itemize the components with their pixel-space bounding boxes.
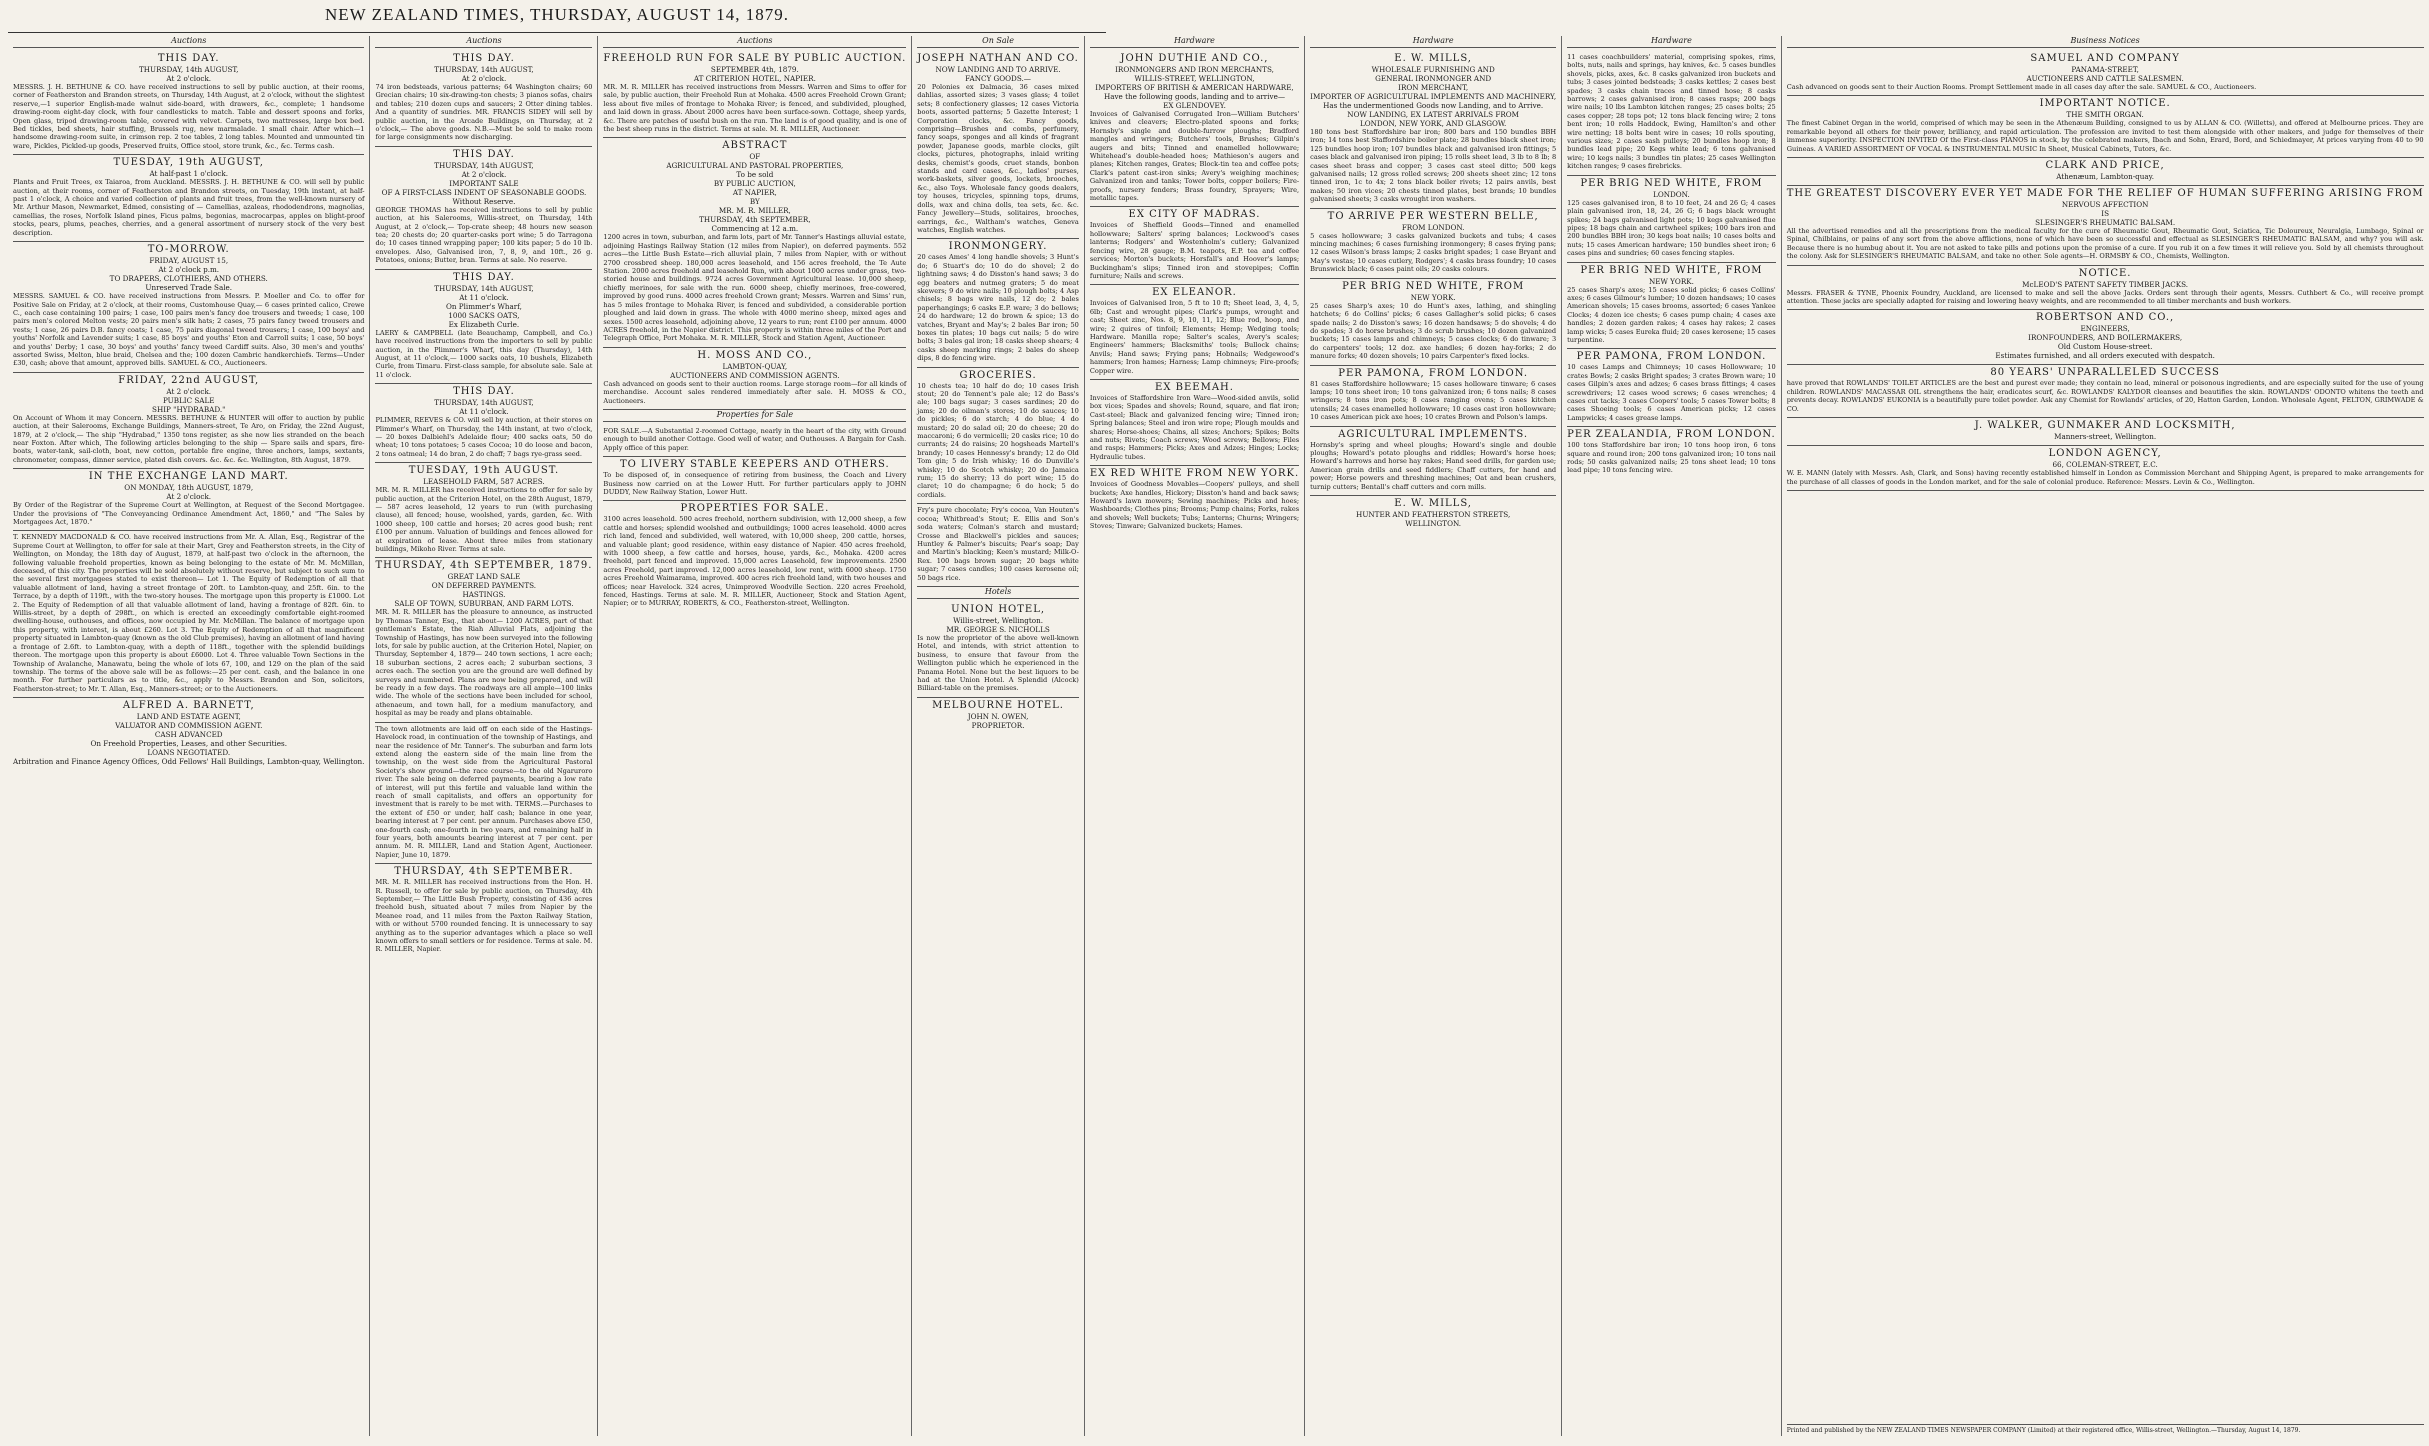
ad-body: Cash advanced on goods sent to their auction rooms. Large storage room—for all kinds of merchandise. Account sales rendered immediately after sale. H. MOSS & CO., Auctioneers.: [603, 379, 907, 405]
ad-heading: PER BRIG NED WHITE, FROM: [1580, 177, 1763, 189]
columns: [8, 36, 2424, 1436]
ad-subline: At 2 o'clock.: [166, 386, 212, 396]
advertisement: [1090, 285, 1299, 380]
ad-heading: THURSDAY, 4th SEPTEMBER.: [394, 866, 574, 878]
advertisement: [603, 425, 906, 457]
advertisement: [1567, 51, 1776, 176]
ad-body: Hornsby's spring and wheel ploughs; Howard's single and double ploughs; Howard's potato ploughs and riddles; Howard's horse hoes; Howard's harrows and horse hay rakes; Hand seed drills, for garden use; American grain drills and seed fiddlers; Chaff cutters, for hand and power; Horse powers and threshing machines; Oat and bean crushers, turnip cutters; Bentall's chaff cutters and corn mills.: [1310, 440, 1557, 491]
advertisement: [1567, 176, 1776, 263]
ad-subline: AT CRITERION HOTEL, NAPIER.: [693, 74, 816, 83]
ad-subline: THURSDAY, 14th AUGUST,: [434, 160, 534, 170]
ad-subline: At 2 o'clock.: [461, 169, 507, 179]
ad-subline: PUBLIC SALE: [162, 395, 215, 405]
ad-heading: E. W. MILLS,: [1394, 498, 1472, 509]
advertisement: [13, 469, 364, 531]
ad-subline: Willis-street, Wellington.: [953, 615, 1043, 625]
advertisement: [603, 501, 906, 611]
ad-heading: EX RED WHITE FROM NEW YORK.: [1089, 468, 1300, 480]
ad-body: 125 cases galvanised iron, 8 to 10 feet, 24 and 26 G; 4 cases plain galvanised iron, 18, 24, 26 G; 6 bags black wrought spikes; 24 bags galvanised light pots; 10 kegs galvanised flue pipes; 18 bags chain and cartwheel spikes; 100 bars iron and 200 bundles BBH iron; 30 kegs boat nails; 10 cases bolts and nuts; 15 cases American hardware; 150 bundles sheet iron; 6 cases pins and sundries; 60 cases fencing staples.: [1567, 198, 1776, 258]
ad-heading: EX BEEMAH.: [1155, 381, 1234, 393]
ad-body: On Account of Whom it may Concern. MESSRS. BETHUNE & HUNTER will offer to auction by public auction, at their Salerooms, Exchange Buildings, Manners-street, Te Aro, on Friday, the 22nd August, 1879, at 2 o'clock,— The ship "Hydrabad," 1350 tons register, as she now lies stranded on the beach near Foxton. After which, The following articles belonging to the ship — Spare sails and spars, fire-boats, water-tank, sail-cloth, boat, new cotton, portable fire engine, three anchors, lamps, sextants, chronometer, compass, dinner service, plated dish covers. &c. &c. &c. Wellington, 8th August, 1879.: [13, 413, 365, 464]
ad-body: Fry's pure chocolate; Fry's cocoa, Van Houten's cocoa; Whitbread's Stout; E. Ellis and Son's soda waters; Colman's starch and mustard; Crosse and Blackwell's pickles and sauces; Huntley & Palmer's biscuits; Pear's soap; Day and Martin's blacking; Keen's mustard; Milk-O-Rex. 100 bags brown sugar; 20 bags white sugar; 7 cases candles; 100 cases kerosene oil; 50 bags rice.: [917, 506, 1079, 582]
column-7: [1562, 36, 1782, 1436]
advertisement: [917, 51, 1079, 239]
ad-body: MR. M. R. MILLER has the pleasure to announce, as instructed by Thomas Tanner, Esq., that about— 1200 ACRES, part of that gentleman's Estate, the Riah Alluvial Flats, adjoining the Township of Hastings, has now been surveyed into the following lots, for sale by public auction, at the Criterion Hotel, Napier, on Thursday, September 4, 1879— 240 town sections, 1 acre each; 18 suburban sections, 2 acres each; 2 suburban sections, 3 acres each. The section you are the ground are well defined by surveys and numbered. Plans are now being prepared, and will be ready in a few days. The roadways are all ample—100 links wide. The whole of the sections have been included for school, athenaeum, and town hall, for a medium manufactory, and hospital as may be ready and plans obtainable.: [375, 608, 593, 718]
advertisement: [1567, 349, 1776, 427]
ad-body: 81 cases Staffordshire hollowware; 15 cases holloware tinware; 6 cases lamps; 10 tons sheet iron; 10 tons galvanized iron; 6 tons nails; 8 cases wringers; 8 tons iron pots; 8 cases ranging ovens; 5 cases kitchen utensils; 24 cases enamelled hollowware; 10 cases cast iron hollowware; 10 cases American pick axe hoes; 10 crates Brown and Polson's lamps.: [1310, 379, 1557, 422]
section-heading: Properties for Sale: [603, 410, 906, 422]
ad-subline: Commencing at 12 a.m.: [711, 224, 799, 234]
ad-subline: NEW YORK.: [1410, 292, 1456, 302]
ad-subline: ON MONDAY, 18th AUGUST, 1879,: [124, 483, 254, 493]
ad-heading: H. MOSS AND CO.,: [697, 349, 813, 361]
ad-subline: Have the following goods, landing and to arrive—: [1103, 92, 1286, 101]
ad-heading: THIS DAY.: [453, 148, 515, 160]
ad-heading: 80 YEARS' UNPARALLELED SUCCESS: [1990, 367, 2220, 379]
ad-heading: AGRICULTURAL IMPLEMENTS.: [1338, 428, 1529, 440]
ad-heading: TUESDAY, 19th AUGUST,: [113, 157, 264, 169]
ad-subline: To be sold: [736, 170, 774, 180]
ad-subline: SHIP "HYDRABAD.": [152, 404, 226, 414]
ad-heading: THIS DAY.: [453, 386, 515, 398]
advertisement: [13, 155, 364, 242]
column-heading: Business Notices: [1787, 36, 2424, 48]
advertisement: [917, 602, 1079, 698]
ad-subline: Has the undermentioned Goods now Landing, and to Arrive.: [1323, 101, 1544, 110]
ad-body: 10 cases Lamps and Chimneys; 10 cases Hollowware; 10 crates Bowls; 2 casks Bright spades; 3 crates Brown ware; 10 cases Gilpin's axes and adzes; 6 cases brass fittings; 4 cases screwdrivers; 12 cases wood screws; 6 cases wrenches; 4 cases cut tacks; 3 cases Coopers' tools; 5 cases Tower bolts; 8 cases Shoeing tools; 6 cases American picks; 12 cases Lampwicks; 4 cases grease lamps.: [1567, 363, 1776, 422]
column-1: [8, 36, 370, 1436]
ad-subline: IMPORTANT SALE: [449, 178, 519, 188]
ad-heading: THIS DAY.: [453, 53, 515, 64]
advertisement: [1090, 380, 1299, 466]
ad-subline: HASTINGS.: [462, 590, 506, 600]
ad-subline: LAND AND ESTATE AGENT,: [136, 712, 241, 722]
column-heading: Auctions: [603, 36, 906, 48]
ad-heading: PER ZEALANDIA, FROM LONDON.: [1567, 429, 1776, 441]
ad-body: MR. M. R. MILLER has received instructions to offer for sale by public auction, at the Criterion Hotel, on the 28th August, 1879,— 587 acres leasehold, 12 years to run (with purchasing clause), all fenced; house, woolshed, yards, garden, &c. With 1000 sheep, 100 cattle and horses; 20 acres good bush; rent £100 per annum. Valuation of buildings and fences allowed for at expiration of lease. About three miles from stationary buildings, Mikoho River. Terms at sale.: [375, 486, 593, 553]
advertisement: [603, 348, 906, 410]
ad-subline: Athenæum, Lambton-quay.: [2056, 172, 2155, 182]
ad-heading: EX CITY OF MADRAS.: [1128, 209, 1261, 221]
ad-body: LAERY & CAMPBELL (late Beauchamp, Campbell, and Co.) have received instructions from the importers to sell by public auction, in the Plimmer's Wharf, this day (Thursday), 14th August, at 11 o'clock,— 1000 sacks oats, 10 bushels, Elizabeth Curle, from Timaru. First-class sample, for absolute sale. Sale at 11 o'clock.: [375, 328, 593, 379]
column-heading: Hardware: [1567, 36, 1776, 48]
advertisement: [13, 373, 364, 469]
advertisement: [1787, 266, 2424, 311]
ad-subline: Arbitration and Finance Agency Offices, Odd Fellows' Hall Buildings, Lambton-quay, Wellington.: [13, 757, 365, 767]
ad-body: W. E. MANN (lately with Messrs. Ash, Clark, and Sons) having recently established himself in London as Commission Merchant and Shipping Agent, is prepared to make arrangements for the purchase of all classes of goods in the London market, and for the sale of colonial produce. Reference: Messrs. Levin & Co., Wellington.: [1786, 469, 2424, 486]
ad-body: Invoices of Goodness Movables—Coopers' pulleys, and shell buckets; Axe handles, Hickory; Disston's hand and back saws; Howard's lawn mowers; Sewing machines; Picks and hoes; Washboards; Clothes pins; Brooms; Pump chains; Forks, rakes and shovels; Well buckets; Tubs; Lanterns; Churns; Wringers; Stoves; Tinware; Galvanized buckets; Hames.: [1089, 480, 1300, 531]
advertisement: [375, 463, 592, 558]
ad-body: FOR SALE.—A Substantial 2-roomed Cottage, nearly in the heart of the city, with Ground enough to build another Cottage. Good well of water, and Outhouses. A Bargain for Cash. Apply office of this paper.: [603, 426, 907, 452]
advertisement: [1090, 466, 1299, 534]
ad-subline: 66, COLEMAN-STREET, E.C.: [2052, 460, 2158, 470]
ad-heading: THURSDAY, 4th SEPTEMBER, 1879.: [375, 560, 593, 572]
advertisement: [603, 457, 906, 501]
ad-body: Invoices of Galvanised Iron, 5 ft to 10 ft; Sheet lead, 3, 4, 5, 6lb; Cast and wrought pipes; Clark's pumps, wrought and cast; Sheet zinc, Nos. 8, 9, 10, 11, 12; Blue rod, hoop, and wire; 2 quires of tinfoil; Elements; Hemp; Wedging tools; Hardware. Manilla rope; Salter's scales, Avery's scales; Engineers' hammers; Blacksmiths' tools; Bullock chains; Anvils; Hand saws; Frying pans; Hobnails; Wedgewood's hammers; Iron hames; Harness; Lamp chimneys; Fire-proofs; Copper wire.: [1089, 299, 1300, 375]
ad-body: All the advertised remedies and all the prescriptions from the medical faculty for the cure of Rheumatic Gout, Rheumatic Gout, Sciatica, Tic Doloureux, Neuralgia, Lumbago, Spinal or Spinal, Chilblains, or pains of any sort from the above afflictions, none of which have been so successful and effectual as SLESINGER'S RHEUMATIC BALSAM, and why? you will ask. Because there is no humbug about it. You are not asked to take pills and potions upon the promise of a cure. If you rub it on a few times it will relieve you. Sold by all chemists throughout the colony. Ask for SLESINGER'S RHEUMATIC BALSAM, and take no other. Sole agents—H. ORMSBY & CO., Chemists, Wellington.: [1786, 227, 2424, 261]
ad-subline: On Plimmer's Wharf,: [445, 301, 522, 311]
ad-subline: IRONMONGERS AND IRON MERCHANTS,: [1115, 65, 1274, 74]
ad-heading: GROCERIES.: [959, 369, 1037, 381]
ad-subline: At 2 o'clock.: [166, 74, 212, 83]
ad-subline: NEW YORK.: [1648, 276, 1694, 286]
ad-subline: IRON MERCHANT,: [1398, 83, 1469, 92]
ad-subline: SLESINGER'S RHEUMATIC BALSAM.: [2035, 218, 2176, 228]
ad-body: 180 tons best Staffordshire bar iron; 800 bars and 150 bundles BBH iron; 14 tons best Staffordshire boiler plate; 28 bundles black sheet iron; 125 bundles hoop iron; 107 bundles black and galvanised iron fittings; 5 cases black and galvanised iron piping; 15 rolls sheet lead, 3 lb to 8 lb; 8 cases sheet brass and copper; 3 cases cast steel ditto; 500 kegs galvanised nails; 12 gross rolled screws; 200 sheets sheet zinc; 12 tons tinned iron, 1c to 4x; 2 tons black boiler rivets; 12 pairs anvils, best makes; 50 iron vices; 20 chests tinned plates, best brands; 10 bundles galvanised sheets; 3 casks wrought iron washers.: [1310, 128, 1557, 204]
ad-subline: LONDON.: [1653, 189, 1690, 199]
ad-body: MESSRS. J. H. BETHUNE & CO. have received instructions to sell by public auction, at their rooms, corner of Featherston and Brandon streets, on Thursday, 14th August, at 2 o'clock, without the slightest reserve,—1 superior English-made walnut side-board, with drawers, &c., complete; 1 handsome drawing-room eight-day clock, with four candlesticks to match. Table and dessert spoons and forks, Open glass, tripod drawing-room table, covered with velvet. Carpets, two mattresses, large box bed. Bed tickles, bed sheets, hair stuffing, Brussels rug, new marmalade. 1 small chair. After which—1 handsome drawing-room suite, in crimson rep. 2 toe tables, 2 long tables. Mounted and unmounted tin ware, Pickles, Pickled-up goods, Preserved fruits, Office stool, store trunk, &c., &c. Terms cash.: [13, 83, 365, 150]
advertisement: [1787, 96, 2424, 158]
ad-heading: PER BRIG NED WHITE, FROM: [1580, 264, 1763, 276]
ad-subline: EX GLENDOVEY.: [1163, 101, 1226, 110]
ad-subline: LOANS NEGOTIATED.: [147, 748, 231, 758]
ad-body: PLIMMER, REEVES & CO. will sell by auction, at their stores on Plimmer's Wharf, on Thursday, the 14th instant, at two o'clock,— 20 boxes Dalbiehl's Adelaide flour; 400 sacks oats, 50 do wheat; 10 tons potatoes; 5 cases Cocoa; 10 do loose and bacon, 2 tons oatmeal; 14 do bran, 2 do chaff; 7 bags rye-grass seed.: [375, 416, 593, 458]
ad-heading: PER BRIG NED WHITE, FROM: [1342, 280, 1525, 292]
ad-body: 20 cases Ames' 4 long handle shovels; 3 Hunt's do; 6 Stuart's do; 10 do do shovel; 2 do lightning saws; 4 do Disston's hand saws; 3 do egg beaters and nutmeg graters; 5 do meat skewers; 9 do wire nails; 10 plough bolts; 4 Asp chisels; 8 bags wire nails, 12 do; 2 bales paperhangings; 6 casks E.P. ware; 3 do bellows; 24 do hardware; 12 do brown & spice; 13 do vatches, Bryant and May's; 2 bales Bar iron; 50 boxes tin plates; 10 bags cut nails; 5 do wire bolts; 3 bales gal iron; 18 casks sheep shears; 4 casks sheep marking rings; 2 bales do sheep dips, 8 do fencing wire.: [917, 253, 1079, 363]
column-heading: Auctions: [375, 36, 592, 48]
ad-heading: TUESDAY, 19th AUGUST.: [408, 465, 560, 477]
column-3: [598, 36, 912, 1436]
ad-body: 10 chests tea; 10 half do do; 10 cases Irish stout; 20 do Tennent's pale ale; 12 do Bass's ale; 100 bags sugar; 3 cases sardines; 20 do jams; 20 do oilman's stores; 10 do sauces; 10 do pickles; 6 do starch; 4 do blue; 4 do mustard; 20 do salad oil; 20 do cheese; 20 do maccaroni; 6 do vermicelli; 20 casks rice; 10 do currants; 24 do raisins; 20 hogsheads Martell's brandy; 10 cases Hennessy's brandy; 12 do Old Tom gin; 5 do Irish whisky; 16 do Dunville's whisky; 10 do Scotch whisky; 20 do Jamaica rum; 15 do sherry; 13 do port wine; 15 do claret; 10 do champagne; 6 do hock; 5 do cordials.: [917, 381, 1079, 499]
ad-subline: VALUATOR AND COMMISSION AGENT.: [115, 721, 263, 731]
ad-subline: At 2 o'clock p.m.: [158, 265, 220, 275]
ad-body: Is now the proprietor of the above well-known Hotel, and intends, with strict attention to business, to ensure that favour from the Wellington public which he experienced in the Panama Hotel. None but the best liquors to be had at the Union Hotel. A Splendid (Alcock) Billiard-table on the premises.: [917, 633, 1079, 693]
advertisement: [1310, 496, 1556, 532]
ad-heading: NOTICE.: [2078, 267, 2132, 279]
ad-body: 74 iron bedsteads, various patterns; 64 Washington chairs; 60 Grecian chairs; 10 six-drawing-ton chests; 3 pianos sofas, chairs and tables; 210 dozen cups and saucers; 2 Otter dining tables. And a quantity of sundries. MR. FRANCIS SIDEY will sell by public auction, in the Arcade Buildings, on Thursday, at 2 o'clock,— The above goods. N.B.—Must be sold to make room for large consignments now discharging.: [375, 83, 593, 142]
advertisement: [375, 864, 592, 958]
advertisement: [375, 51, 592, 147]
ad-subline: PANAMA-STREET,: [2071, 65, 2139, 74]
ad-subline: ON DEFERRED PAYMENTS.: [431, 581, 537, 591]
advertisement: [13, 51, 364, 155]
ad-subline: Ex Elizabeth Curle.: [448, 319, 520, 329]
ad-subline: Without Reserve.: [452, 196, 516, 206]
ad-body: 100 tons Staffordshire bar iron; 10 tons hoop iron, 6 tons square and round iron; 200 tons galvanized iron; 10 tons nail rods; 50 casks galvanized nails; 25 tons sheet lead; 10 tons lead pipe; 10 tons fencing wire.: [1567, 441, 1776, 475]
advertisement: [917, 698, 1079, 734]
ad-heading: EX ELEANOR.: [1152, 287, 1237, 299]
ad-subline: IMPORTERS OF BRITISH & AMERICAN HARDWARE,: [1095, 83, 1294, 92]
advertisement: [917, 368, 1079, 505]
ad-body: 5 cases hollowware; 3 casks galvanized buckets and tubs; 4 cases mincing machines; 6 cases furnishing ironmongery; 8 cases frying pans; 12 cases Wilson's brass lamps; 2 casks bright spades; 1 case Bryant and May's vestas; 10 cases cutlery, Rodgers'; 4 casks brass foundry; 10 cases Brunswick black; 6 cases paint oils; 20 casks colours.: [1310, 231, 1557, 274]
ad-subline: MR. M. R. MILLER,: [718, 206, 791, 216]
ad-subline: NOW LANDING AND TO ARRIVE.: [935, 65, 1061, 74]
advertisement: [1787, 418, 2424, 446]
ad-subline: TO DRAPERS, CLOTHIERS, AND OTHERS.: [109, 274, 268, 284]
ad-subline: At half-past 1 o'clock.: [149, 169, 228, 179]
ad-subline: Old Custom House-street.: [2057, 342, 2153, 352]
ad-body: have proved that ROWLANDS' TOILET ARTICLES are the best and purest ever made; they contain no lead, mineral or poisonous ingredients, and are especially suited for the use of young children. ROWLANDS' MACASSAR OIL strengthens the hair, eradicates scurf, &c. ROWLANDS' KALYDOR cleanses and beautifies the skin. ROWLANDS' ODONTO whitens the teeth and prevents decay. ROWLANDS' EUKONIA is a beautifully pure toilet powder. Ask any Chemist for Rowlands' articles, of 20, Hatton Garden, London. Wholesale Agent, FELTON, GRIMWADE & CO.: [1786, 379, 2424, 413]
ad-body: 25 cases Sharp's axes; 15 cases solid picks; 6 cases Collins' axes; 6 cases Gilmour's lumber; 10 dozen handsaws; 10 cases American shovels; 15 cases brooms, assorted; 6 cases Yankee Clocks; 4 dozen ice chests; 6 cases pump chain; 4 cases axe handles; 2 dozen garden rakes; 4 cases hay rakes; 2 cases lamp wicks; 5 cases Eureka fluid; 20 cases kerosene; 15 cases turpentine.: [1567, 285, 1776, 344]
ad-heading: JOHN DUTHIE AND CO.,: [1120, 53, 1269, 64]
top-rule: [8, 32, 1106, 33]
column-heading: Hardware: [1310, 36, 1556, 48]
ad-heading: ALFRED A. BARNETT,: [122, 700, 255, 712]
ad-heading: FRIDAY, 22nd AUGUST,: [118, 374, 260, 386]
ad-subline: ENGINEERS,: [2080, 324, 2130, 334]
ad-heading: IRONMONGERY.: [948, 241, 1048, 253]
ad-subline: AUCTIONEERS AND CATTLE SALESMEN.: [2026, 74, 2184, 83]
column-2: [370, 36, 598, 1436]
ad-subline: Unreserved Trade Sale.: [145, 283, 233, 293]
ad-heading: CLARK AND PRICE,: [2045, 160, 2165, 172]
advertisement: [1310, 427, 1556, 496]
section-heading: Hotels: [917, 587, 1079, 599]
advertisement: [1310, 279, 1556, 366]
advertisement: [375, 270, 592, 384]
column-5: [1085, 36, 1305, 1436]
ad-subline: At 11 o'clock.: [459, 292, 509, 302]
ad-subline: SEPTEMBER 4th, 1879.: [710, 65, 799, 74]
ad-subline: CASH ADVANCED: [154, 730, 223, 740]
ad-subline: GREAT LAND SALE: [447, 572, 521, 582]
ad-body: Messrs. FRASER & TYNE, Phoenix Foundry, Auckland, are licensed to make and sell the above Jacks. Orders sent through their agents, Messrs. Cuthbert & Co., will receive prompt attention. These jacks are specially adapted for raising and lowering heavy weights, and are recommended to all timber merchants and bush workers.: [1786, 288, 2424, 306]
ad-subline: LEASEHOLD FARM, 587 ACRES.: [423, 477, 545, 487]
ad-body: 1200 acres in town, suburban, and farm lots, part of Mr. Tanner's Hastings alluvial estate, adjoining Hastings Railway Station (12 miles from Napier), on deferred payments. 552 acres—the Little Bush Estate—rich alluvial plain, 7 miles from Napier, with or without 2700 crossbred sheep. 180,000 acres leasehold, and 156 acres freehold, the Te Aute Station. 2000 acres freehold and leasehold Run, with about 1000 acres under grass, two-storied house and buildings. 9724 acres Government Agricultural lease. 10,000 sheep, chiefly merinoes, for sale with the run. 6000 sheep, chiefly merinoes, free-cowered, improved by good runs. 4000 acres freehold Crown grant; Messrs. Warren and Sims' run, has 5 miles frontage to Mohaka River, is fenced and subdivided, a considerable portion ploughed and laid down in grass. The whole with 4000 merino sheep, mixed ages and sexes. 1500 acres leasehold, adjoining above, 12 years to run; rent £100 per annum. 4000 ACRES freehold, in the Napier district. This property is within three miles of the Port and Telegraph Office, Port Mohaka. M. R. MILLER, Stock and Station Agent, Auctioneer.: [603, 233, 907, 343]
masthead: NEW ZEALAND TIMES, THURSDAY, AUGUST 14, 1879.: [324, 5, 790, 24]
column-heading: Hardware: [1090, 36, 1299, 48]
column-heading: Auctions: [13, 36, 364, 48]
ad-subline: NERVOUS AFFECTION: [2061, 200, 2149, 210]
ad-subline: 1000 SACKS OATS,: [448, 310, 520, 320]
ad-body: GEORGE THOMAS has received instructions to sell by public auction, at his Salerooms, Willis-street, on Thursday, 14th August, at 2 o'clock,— Top-crate sheep; 48 hours new season tea; 20 chests do; 20 quarter-casks port wine; 5 do Tarragona do; 10 cases tinned wrapping paper; 100 kits paper; 5 do 10 lb. envelopes. Also, Galvanised iron, 7, 8, 9, and 10ft., 26 g. Potatoes, onions; Butter, bran. Terms at sale. No reserve.: [375, 205, 593, 265]
ad-subline: THE SMITH ORGAN.: [2066, 110, 2144, 120]
ad-subline: THURSDAY, 14th AUGUST,: [434, 283, 534, 293]
ad-subline: LONDON, NEW YORK, AND GLASGOW.: [1359, 119, 1507, 128]
ad-subline: At 2 o'clock.: [461, 74, 507, 83]
ad-body: The finest Cabinet Organ in the world, comprised of which may be seen in the Athenæum Building, consigned to us by ALLAN & CO. (Willetts), and offered at Melbourne prices. They are remarkable beyond all others for their power, brilliancy, and rapid articulation. The profession are invited to test them alongside with other makers, and judge for themselves of their immense superiority. INSPECTION INVITED Of the First-class PIANOS in stock, by the celebrated makers, Ibach and Sohn, Erard, Bord, and Schiedmayer, At prices varying from 40 to 90 Guineas. A VARIED ASSORTMENT OF VOCAL & INSTRUMENTAL MUSIC In Sheet, Musical Cabinets, Tutors, &c.: [1786, 119, 2424, 153]
ad-heading: UNION HOTEL,: [951, 603, 1046, 615]
ad-body: Invoices of Galvanised Corrugated Iron—William Butchers' knives and cleavers; Electro-plated spoons and forks; Hornsby's single and double-furrow ploughs; Bradford mangles and wringers; Butchers' tools, Brushes; Gilpin's augers and bits; Tinned and enamelled hollowware; Whitehead's double-headed hoes; Mathieson's augers and planes; Kitchen ranges, Grates; Block-tin tea and coffee pots; Clark's patent cast-iron sinks; Avery's weighing machines; Galvanized iron and tanks; Tower bolts, copper boilers; Fire-proofs, nursery fenders; Brass foundry, Sprayers; Wire, metallic tapes.: [1089, 110, 1300, 203]
ad-subline: LAMBTON-QUAY,: [722, 361, 788, 371]
ad-body: Invoices of Staffordshire Iron Ware—Wood-sided anvils, solid box vices; Spades and shovels; Round, square, and flat iron; Cast-steel; Black and galvanized fencing wire; Tinned iron; Spring balances; Steel and iron wire rope; Plough moulds and shares; Horse-shoes; Chains, all sizes; Anchors; Spikes; Bolts and nuts; Rivets; Coach screws; Wood screws; Bellows; Files and rasps; Hammers; Picks; Axes and Adzes; Hinges; Locks; Hydraulic tubes.: [1089, 393, 1300, 461]
ad-subline: MR. GEORGE S. NICHOLLS: [946, 624, 1050, 634]
ad-heading: TO ARRIVE PER WESTERN BELLE,: [1327, 210, 1539, 222]
ad-subline: AT NAPIER,: [732, 188, 777, 198]
advertisement: [603, 138, 906, 347]
ad-heading: THE GREATEST DISCOVERY EVER YET MADE FOR THE RELIEF OF HUMAN SUFFERING ARISING FROM: [1786, 188, 2424, 200]
ad-subline: AUCTIONEERS AND COMMISSION AGENTS.: [670, 370, 840, 380]
advertisement: [603, 51, 906, 138]
ad-subline: At 11 o'clock.: [459, 407, 509, 417]
ad-subline: IS: [2101, 209, 2110, 219]
ad-subline: FANCY GOODS.—: [965, 74, 1031, 83]
advertisement: [1787, 158, 2424, 186]
advertisement: [1310, 209, 1556, 279]
ad-subline: WILLIS-STREET, WELLINGTON,: [1134, 74, 1255, 83]
ad-subline: SALE OF TOWN, SUBURBAN, AND FARM LOTS.: [394, 599, 574, 609]
ad-subline: HUNTER AND FEATHERSTON STREETS,: [1356, 510, 1511, 519]
advertisement: [375, 723, 592, 865]
ad-heading: JOSEPH NATHAN AND CO.: [917, 53, 1079, 64]
ad-subline: PROPRIETOR.: [971, 720, 1025, 730]
ad-body: 3100 acres leasehold. 500 acres freehold, northern subdivision, with 12,000 sheep, a few cattle and horses; splendid woolshed and outbuildings; 1000 acres leasehold. 4000 acres rich land, fenced and subdivided, well watered, with 10,000 sheep, 200 cattle, horses, and valuable plant; good residence, within easy distance of Napier. 450 acres freehold, with 1000 sheep, a few cattle and horses, house, yards, &c., Mohaka. 4200 acres freehold, part fenced and improved. 15,000 acres Leasehold, few improvements. 2500 acres Freehold, part improved. 12,000 acres leasehold, low rent, with 6000 sheep. 1750 acres Freehold Waimarama, improved. 400 acres rich freehold land, with two houses and offices; near Havelock. 324 acres, Unimproved Woodville Section. 220 acres Freehold, fenced, Hastings. Terms at sale. M. R. MILLER, Auctioneer, Stock and Station Agent, Napier; or to MURRAY, ROBERTS, & CO., Featherston-street, Wellington.: [603, 515, 907, 608]
column-heading: On Sale: [917, 36, 1079, 48]
imprint-note: Printed and published by the NEW ZEALAND TIMES NEWSPAPER COMPANY (Limited) at their registered office, Willis-street, Wellington.—Thursday, August 14, 1879.: [1787, 1424, 2424, 1434]
ad-heading: PER PAMONA, FROM LONDON.: [1576, 351, 1767, 363]
advertisement: [1090, 51, 1299, 207]
ad-body: 25 cases Sharp's axes; 10 do Hunt's axes, lathing, and shingling hatchets; 6 do Collins' picks; 6 cases Gallagher's solid picks; 6 cases spade nails; 2 do Disston's saws; 16 dozen handsaws; 5 do shovels; 4 do do spades; 3 do horse brushes; 3 do scrub brushes; 10 dozen galvanized buckets; 15 cases lamps and chimneys; 5 cases clocks; 6 do tinware; 3 do carpenters' tools; 12 doz. axe handles; 6 dozen hay-forks; 2 do manure forks; 40 dozen shovels; 10 pairs Carpenter's fixed locks.: [1310, 301, 1557, 361]
ad-heading: TO-MORROW.: [147, 244, 230, 256]
ad-heading: IMPORTANT NOTICE.: [2039, 98, 2171, 110]
ad-subline: THURSDAY, 14th AUGUST,: [434, 65, 534, 74]
column-8: [1782, 36, 2429, 1436]
advertisement: [1090, 207, 1299, 285]
ad-subline: Estimates furnished, and all orders executed with despatch.: [1995, 351, 2215, 361]
ad-heading: LONDON AGENCY,: [2048, 448, 2162, 460]
ad-heading: E. W. MILLS,: [1394, 53, 1472, 64]
ad-heading: THIS DAY.: [157, 53, 220, 64]
ad-heading: ABSTRACT: [722, 140, 788, 152]
ad-body: MR. M. R. MILLER has received instructions from Messrs. Warren and Sims to offer for sale, by public auction, their Freehold Run at Mohaka. 4500 acres Freehold Crown Grant; less about five miles of frontage to Mohaka River; is fenced, and subdivided, ploughed, and laid down in grass. About 2000 acres have been surface-sown. Cottage, sheep yards, &c. There are patches of useful bush on the run. The land is of good quality, and is one of the best sheep runs in the district. Terms at sale. M. R. MILLER, Auctioneer.: [603, 83, 907, 134]
advertisement: [917, 239, 1079, 367]
ad-body: MR. M. R. MILLER has received instructions from the Hon. H. R. Russell, to offer for sale by public auction, on Thursday, 4th September,— The Little Bush Property, consisting of 436 acres freehold bush, situated about 7 miles from Napier by the Meanee road, and 11 miles from the Paxton Railway Station, with or without 5700 rounded fencing. It is unnecessary to say anything as to the superior advantages which a place so well known offers to small settlers or for residence. Terms at sale. M. R. MILLER, Napier.: [375, 878, 593, 954]
ad-heading: PROPERTIES FOR SALE.: [680, 503, 830, 515]
advertisement: [13, 531, 364, 698]
advertisement: [917, 504, 1079, 587]
advertisement: [1310, 366, 1556, 427]
ad-heading: FREEHOLD RUN FOR SALE BY PUBLIC AUCTION.: [603, 53, 907, 64]
ad-body: To be disposed of, in consequence of retiring from business, the Coach and Livery Business now carried on at the Lower Hutt. For further particulars apply to JOHN DUDDY, New Railway Station, Lower Hutt.: [603, 471, 907, 496]
ad-body: 11 cases coachbuilders' material, comprising spokes, rims, bolts, nuts, nails and springs, hay knives, &c. 5 cases bundles shovels, picks, axes, &c. 8 casks galvanized iron buckets and tubs; 3 cases jointed bedsteads; 3 casks kettles; 2 cases best spades; 3 casks chain traces and tinned hose; 8 casks barrows; 2 cases galvanised iron; 8 cases rasps; 200 bags wire nails; 10 lbs Lambton kitchen ranges; 25 cases bolts; 25 cases copper; 28 tops pot; 12 tons black fencing wire; 2 tons bent iron; 10 rolls Haddock, Ewing, Hamilton's and other wire netting; 18 bolts bent wire in cases; 10 rolls spouting, various sizes; 2 cases sash pulleys; 20 bundles hoop iron; 8 bundles lead pipe; 20 Kegs white lead; 6 tons galvanised wire; 10 kegs nails; 3 bundles tin plates; 25 cases Wellington kitchen ranges; 9 cases firebricks.: [1567, 53, 1776, 171]
ad-heading: PER PAMONA, FROM LONDON.: [1338, 367, 1528, 379]
ad-heading: ROBERTSON AND CO.,: [2036, 312, 2175, 324]
ad-subline: THURSDAY, 14th AUGUST,: [434, 398, 534, 408]
ad-subline: NOW LANDING, EX LATEST ARRIVALS FROM: [1347, 110, 1519, 119]
advertisement: [1787, 446, 2424, 491]
advertisement: [13, 242, 364, 373]
ad-subline: THURSDAY, 4th SEPTEMBER,: [699, 215, 811, 225]
ad-subline: BY: [749, 197, 760, 207]
ad-body: 20 Polonies ex Dalmacia, 36 cases mixed dahlias, assorted sizes; 3 vases glass; 4 toilet sets; 8 confectionery glasses; 12 cases Victoria boots, assorted patterns; 5 Gazette Interest; 1 Corporation clocks, &c. Fancy goods, comprising—Brushes and combs, perfumery, fancy soaps, sponges and all kinds of fragrant powder, Japanese goods, marble clocks, gilt clocks, pictures, photographs, inlaid writing desks, chemist's goods, cruet stands, bonbon stands and card cases, &c., ladies' purses, work-baskets, silver goods, lockets, brooches, &c., also Toys. Wholesale fancy goods dealers, toy houses, tricycles, spinning tops, drums, dolls, wax and china dolls, tea sets, &c. &c. Fancy Jewellery—Studs, solitaires, brooches, earrings, &c., Waltham's watches, Geneva watches, English watches.: [917, 83, 1079, 234]
ad-heading: SAMUEL AND COMPANY: [2030, 53, 2180, 64]
ad-heading: MELBOURNE HOTEL.: [932, 699, 1064, 711]
ad-body: The town allotments are laid off on each side of the Hastings-Havelock road, in continuation of the township of Hastings, and near the residence of Mr. Tanner's. The suburban and farm lots extend along the eastern side of the main line from the township, on the west side from the Agricultural Pastoral Society's show ground—the race course—to the old Ngaruroro river. The sale being on deferred payments, bearing a low rate of interest, will put this fertile and valuable land within the reach of small capitalists, and offers an opportunity for investment that is rarely to be met with. TERMS.—Purchases to the extent of £50 or under, half cash; balance in one year, bearing interest at 7 per cent. per annum. Purchases above £50, one-fourth cash; one-fourth in two years, and remaining half in four years, both amounts bearing interest at 7 per cent. per annum. M. R. MILLER, Land and Station Agent, Auctioneer. Napier, June 10, 1879.: [375, 724, 593, 859]
advertisement: [375, 384, 592, 463]
ad-subline: IMPORTER OF AGRICULTURAL IMPLEMENTS AND MACHINERY,: [1310, 92, 1557, 101]
ad-body: T. KENNEDY MACDONALD & CO. have received instructions from Mr. A. Allan, Esq., Registrar of the Supreme Court at Wellington, to offer for sale at their Mart, Grey and Featherston streets, in the City of Wellington, on Monday, the 18th day of August, 1879, at half-past two o'clock in the afternoon, the following valuable freehold properties, known as being belonging to the estate of Mr. M. McMillan, deceased, of this city. The properties will be sold absolutely without reserve, but subject to such sum to the several first mortgagees stated to exist thereon— Lot 1. The Equity of Redemption of all that valuable allotment of land, having a street frontage of 20ft. to Lambton-quay, and 25ft. 6in. to the Terrace, by a depth of 119ft., with the two-story houses. The mortgage upon this property is £1000. Lot 2. The Equity of Redemption of all that valuable allotment of land, having a frontage of 82ft. 6in. to Willis-street, by a depth of 298ft., on which is erected an exceedingly comfortable eight-roomed dwelling-house, outhouses, and offices, now occupied by Mr. McMillan. The balance of mortgage upon this property, with interest, is about £260. Lot 3. The Equity of Redemption of all that magnificent property situated in Lambton-quay (known as the old Club premises), having an allotment of land having a frontage of 2.6ft. to Lambton-quay, with a depth of 118ft., together with the splendid buildings thereon. The mortgage upon this property is about £6000. Lot 4. Three valuable Town Sections in the Township of Avalanche, Manawatu, being the whole of lots 67, 100, and 129 on the plan of the said township. The terms of the above sale will be as follows:—25 per cent. cash, and the balance in one month. For further particulars as to title, &c., apply to Messrs. Brandon and Son, solicitors, Featherston-street; to Mr. T. Allan, Esq., Manners-street; or to the Auctioneers.: [13, 533, 365, 693]
ad-subline: THURSDAY, 14th AUGUST,: [139, 65, 239, 74]
ad-subline: BY PUBLIC AUCTION,: [713, 179, 796, 189]
ad-subline: IRONFOUNDERS, AND BOILERMAKERS,: [2028, 333, 2183, 343]
advertisement: [1787, 365, 2424, 418]
ad-body: Invoices of Sheffield Goods—Tinned and enamelled hollowware; Salters' spring balances; Lockwood's cases lanterns; Rodgers' and Wostenholm's cutlery; Galvanized fencing wire, 28 gauge; B.M. teapots, E.P. tea and coffee services; Morton's buckets; Horsfall's and Hoover's lamps; Buckingham's slips; Tinned iron and stovepipes; Coffin furniture; Nails and screws.: [1089, 221, 1300, 280]
advertisement: [375, 147, 592, 270]
ad-body: MESSRS. SAMUEL & CO. have received instructions from Messrs. P. Moeller and Co. to offer for Positive Sale on Friday, at 2 o'clock, at their rooms, Customhouse Quay,— 6 cases printed calico, Crewe C., each case containing 100 pairs; 1 case, 100 pairs men's fancy doe trousers and tweeds; 1 case, 100 pairs men's colored Melton vests; 20 pairs men's silk hats; 2 cases, 75 pairs fancy tweed trousers and vests; 1 case, 26 pairs D.B. fancy coats; 1 case, 75 pairs diagonal tweed trousers; 1 case, 100 boys' and youths' Norfolk and Lavender suits; 1 case, 85 boys' and youths' Eton and Carroll suits; 1 case, 50 boys' and youths' Derby; 1 case, 30 boys' and youths' fancy tweed Cardiff suits. Also, 30 men's and youths' assorted Swiss, Melton, blue braid, Chelsea and the; 100 dozen Cambric handkerchiefs. Terms—Under £30, cash; above that amount, approved bills. SAMUEL & CO., Auctioneers.: [13, 292, 365, 368]
ad-subline: McLEOD'S PATENT SAFETY TIMBER JACKS.: [2022, 279, 2189, 289]
column-6: [1305, 36, 1562, 1436]
ad-body: By Order of the Registrar of the Supreme Court at Wellington, at Request of the Second Mortgagee. Under the provisions of "The Conveyancing Ordinance Amendment Act, 1860," and "The Sales by Mortgagees Act, 1870.": [13, 501, 365, 526]
ad-body: Plants and Fruit Trees, ex Taiaroa, from Auckland. MESSRS. J. H. BETHUNE & CO. will sell by public auction, at their rooms, corner of Featherston and Brandon streets, on Tuesday, 19th instant, at half-past 1 o'clock, A choice and varied collection of plants and fruit trees, from the well-known nursery of Mr. Arthur Mason, Newmarket, Edmed, consisting of — Camellias, azaleas, rhododendrons, magnolias, camellias, the roses, Norfolk Island pines, Ficus palms, begonias, macrocarpas, apples on blight-proof stocks, pears, plums, peaches, cherries, and a general assortment of nursery stock of the very best description.: [13, 178, 365, 237]
ad-heading: TO LIVERY STABLE KEEPERS AND OTHERS.: [619, 459, 890, 471]
advertisement: [1787, 310, 2424, 365]
ad-body: Cash advanced on goods sent to their Auction Rooms. Prompt Settlement made in all cases day after the sale. SAMUEL & CO., Auctioneers.: [1786, 83, 2257, 91]
ad-subline: WHOLESALE FURNISHING AND: [1371, 65, 1495, 74]
ad-heading: J. WALKER, GUNMAKER AND LOCKSMITH,: [1974, 420, 2236, 432]
advertisement: [1567, 427, 1776, 479]
advertisement: [13, 698, 364, 770]
advertisement: [1310, 51, 1556, 209]
advertisement: [1787, 186, 2424, 266]
ad-subline: FRIDAY, AUGUST 15,: [149, 256, 229, 266]
ad-subline: JOHN N. OWEN,: [967, 711, 1029, 721]
column-4: [912, 36, 1085, 1436]
advertisement: [1567, 263, 1776, 350]
ad-heading: THIS DAY.: [453, 271, 515, 283]
ad-subline: At 2 o'clock.: [166, 492, 212, 502]
ad-subline: AGRICULTURAL AND PASTORAL PROPERTIES,: [666, 161, 844, 171]
advertisement: [1787, 51, 2424, 96]
ad-subline: GENERAL IRONMONGER AND: [1375, 74, 1492, 83]
ad-subline: OF A FIRST-CLASS INDENT OF SEASONABLE GOODS.: [381, 187, 587, 197]
ad-subline: FROM LONDON.: [1401, 222, 1465, 232]
ad-subline: WELLINGTON.: [1405, 519, 1462, 528]
ad-heading: IN THE EXCHANGE LAND MART.: [88, 471, 289, 483]
ad-subline: OF: [749, 152, 761, 162]
ad-subline: On Freehold Properties, Leases, and other Securities.: [90, 739, 288, 749]
advertisement: [375, 558, 592, 722]
ad-subline: Manners-street, Wellington.: [2054, 432, 2157, 442]
